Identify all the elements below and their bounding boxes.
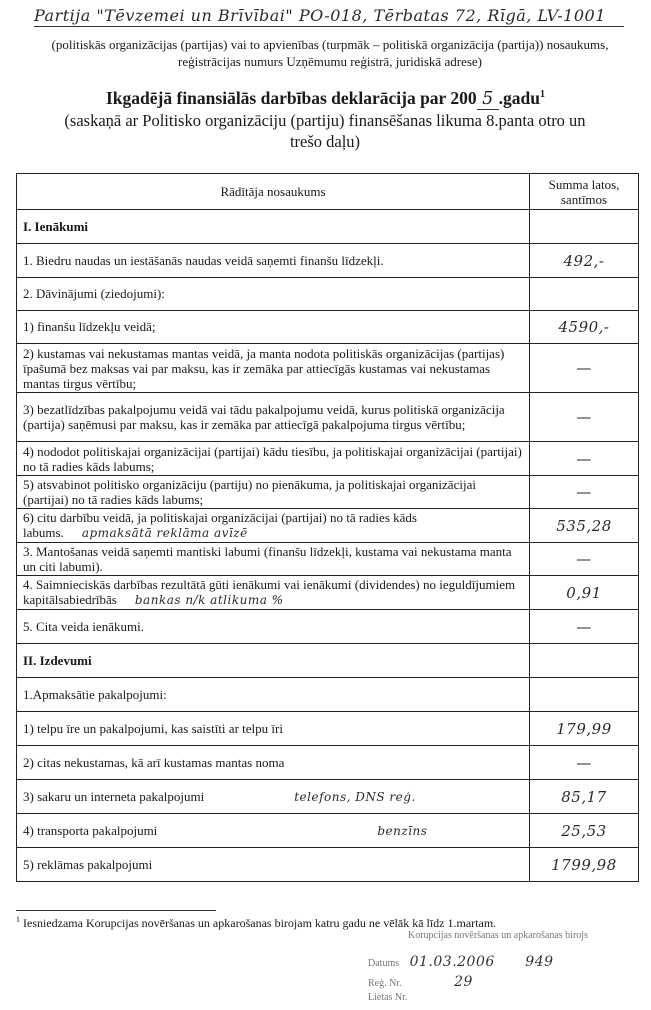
row-label: 6) citu darbību veidā, ja politiskajai organizācijai (partijai) no tā radies kāds labums.	[23, 510, 417, 540]
row-label: 1. Biedru naudas un iestāšanās naudas veidā saņemti finanšu līdzekļi.	[17, 244, 530, 278]
row-label: 4. Saimnieciskās darbības rezultātā gūti ienākumi vai ienākumi (dividendes) no ieguldījumiem kapitālsabiedrībās	[23, 577, 516, 607]
row-amount: 492,-	[563, 251, 605, 270]
row-label: 4) transporta pakalpojumi	[23, 822, 158, 838]
footnote	[16, 915, 636, 931]
table-row	[17, 848, 639, 882]
row-note: bankas n/k atlikuma %	[134, 593, 284, 607]
stamp-header: Korupcijas novēršanas un apkarošanas birojs	[408, 930, 588, 941]
stamp-number-value: 949	[525, 954, 554, 970]
table-row	[17, 509, 639, 543]
registration-stamp	[368, 930, 638, 1008]
footnote-divider	[16, 910, 216, 911]
table-row	[17, 678, 639, 712]
table-row	[17, 814, 639, 848]
stamp-date-label: Datums	[368, 958, 400, 969]
title-year-digit: 5	[477, 89, 499, 110]
row-label: 1.Apmaksātie pakalpojumi:	[17, 678, 530, 712]
declaration-subtitle: (saskaņā ar Politisko organizāciju (partiju) finansēšanas likuma 8.panta otro un trešo daļu)	[64, 111, 586, 151]
party-description: (politiskās organizācijas (partijas) vai to apvienības (turpmāk – politiskā organizācija (partija)) nosaukums, reģistrācijas numurs Uzņēmumu reģistrā, juridiskā adrese)	[51, 37, 609, 69]
declaration-table	[16, 173, 639, 882]
table-row	[17, 712, 639, 746]
header-amount: Summa latos, santīmos	[530, 174, 639, 210]
row-label: 3) bezatlīdzības pakalpojumu veidā vai tādu pakalpojumu veidā, kurus politiskā organizācija (partija) saņēmusi par maksu, kas ir zemāka par attiecīgā pakalpojuma tirgus vērtību;	[17, 393, 530, 442]
row-amount: —	[576, 408, 592, 426]
table-row	[17, 780, 639, 814]
row-amount: 0,91	[566, 583, 602, 602]
table-row	[17, 244, 639, 278]
row-label: 3. Mantošanas veidā saņemti mantiski labumi (finanšu līdzekļi, kustama vai nekustama manta un citi labumi).	[17, 543, 530, 576]
row-amount: 535,28	[556, 516, 612, 535]
title-suffix: .gadu	[498, 88, 540, 108]
stamp-reg-label: Reģ. Nr.	[368, 978, 402, 989]
section-income: I. Ienākumi	[17, 210, 530, 244]
row-amount: 179,99	[556, 719, 612, 738]
party-name-handwritten: Partija "Tēvzemei un Brīvībai" PO-018, Tērbatas 72, Rīgā, LV-1001	[34, 6, 624, 27]
footnote-text: Iesniedzama Korupcijas novēršanas un apkarošanas birojam katru gadu ne vēlāk kā līdz 1.martam.	[23, 916, 497, 930]
table-row	[17, 576, 639, 610]
row-amount: 4590,-	[558, 318, 610, 336]
stamp-reg-value: 29	[454, 974, 473, 990]
table-row	[17, 746, 639, 780]
row-amount: —	[576, 550, 592, 568]
footnote-marker: 1	[16, 915, 20, 924]
row-label: 2) kustamas vai nekustamas mantas veidā, ja manta nodota politiskās organizācijas (partijas) īpašumā bez maksas vai par maksu, kas ir zemāka par attiecīgās kustamas vai nekustamas mantas tirgus vērtību;	[17, 344, 530, 393]
row-label: 5) atsvabinot politisko organizāciju (partiju) no pienākuma, ja politiskajai organizācijai (partijai) no tā radies kāds labums;	[17, 476, 530, 509]
table-row	[17, 476, 639, 509]
row-label: 2. Dāvinājumi (ziedojumi):	[17, 278, 530, 311]
row-amount: 25,53	[561, 821, 607, 840]
row-note: telefons, DNS reģ.	[294, 789, 416, 804]
table-row	[17, 543, 639, 576]
row-label: 5) reklāmas pakalpojumi	[17, 848, 530, 882]
row-label: 5. Cita veida ienākumi.	[17, 610, 530, 644]
row-note: apmaksātā reklāma avīzē	[81, 526, 248, 540]
stamp-date-value: 01.03.2006	[409, 954, 495, 970]
table-row	[17, 344, 639, 393]
row-label: 3) sakaru un interneta pakalpojumi	[23, 788, 205, 804]
table-row	[17, 278, 639, 311]
table-row	[17, 610, 639, 644]
declaration-title	[0, 88, 651, 110]
section-expenses: II. Izdevumi	[17, 644, 530, 678]
row-label: 1) finanšu līdzekļu veidā;	[17, 311, 530, 344]
row-amount: —	[576, 617, 592, 636]
table-row	[17, 442, 639, 476]
table-row	[17, 393, 639, 442]
table-row	[17, 311, 639, 344]
title-footnote-marker: 1	[539, 89, 545, 101]
row-label: 1) telpu īre un pakalpojumi, kas saistīti ar telpu īri	[17, 712, 530, 746]
row-note: benzīns	[377, 823, 428, 838]
row-amount: —	[576, 359, 592, 377]
title-prefix: Ikgadējā finansiālās darbības deklarācija par 200	[106, 88, 477, 108]
row-amount: 1799,98	[551, 855, 617, 874]
row-label: 4) nododot politiskajai organizācijai (partijai) kādu tiesību, ja politiskajai organizācijai (partijai) no tā radies kāds labums;	[17, 442, 530, 476]
row-amount: —	[576, 753, 592, 772]
row-amount: —	[576, 483, 592, 501]
stamp-lietas-label: Lietas Nr.	[368, 992, 408, 1003]
row-amount: —	[576, 449, 592, 468]
header-name: Rādītāja nosaukums	[17, 174, 530, 210]
row-amount: 85,17	[561, 787, 607, 806]
row-label: 2) citas nekustamas, kā arī kustamas mantas noma	[17, 746, 530, 780]
